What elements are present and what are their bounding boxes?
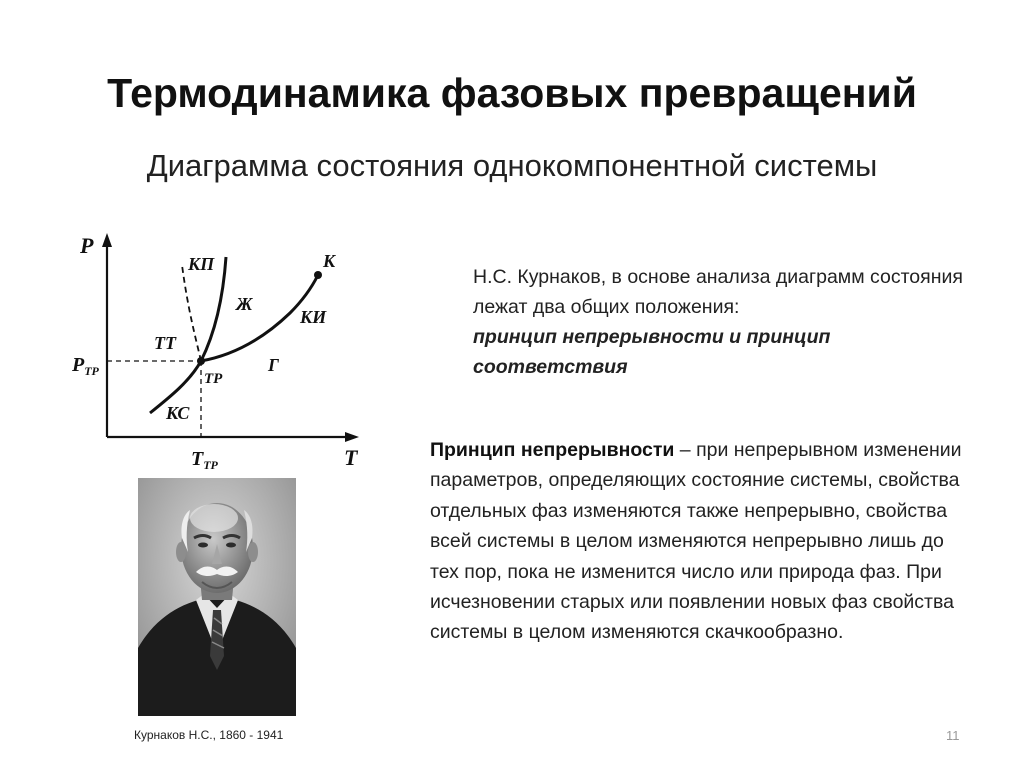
kurnakov-intro xyxy=(473,262,973,382)
portrait-photo xyxy=(138,478,296,716)
axis-y-label: P xyxy=(80,233,94,258)
y-axis-arrow xyxy=(102,233,112,247)
ks-label: КС xyxy=(166,403,190,423)
intro-text: Н.С. Курнаков, в основе анализа диаграмм состояния лежат два общих положения: xyxy=(473,266,963,318)
ki-label: КИ xyxy=(300,307,327,327)
critical-point xyxy=(314,271,322,279)
axis-x-label: T xyxy=(344,445,358,470)
x-axis-arrow xyxy=(345,432,359,442)
continuity-term: Принцип непрерывности xyxy=(430,439,675,461)
phase-diagram xyxy=(60,225,370,470)
triple-point xyxy=(197,357,205,365)
t-tr-label: $T_{ТР}$ xyxy=(191,448,218,470)
liquid-label: Ж xyxy=(236,294,253,314)
k-label: К xyxy=(323,251,336,271)
page-number: 11 xyxy=(946,728,960,743)
slide-title: Термодинамика фазовых превращений xyxy=(107,70,917,116)
solid-label: ТТ xyxy=(154,333,176,353)
metastable-curve xyxy=(182,265,201,361)
continuity-principle xyxy=(430,435,965,648)
portrait-caption: Курнаков Н.С., 1860 - 1941 xyxy=(134,728,284,742)
gas-label: Г xyxy=(268,355,279,375)
kp-label: КП xyxy=(188,254,215,274)
slide-subtitle: Диаграмма состояния однокомпонентной системы xyxy=(146,148,878,183)
principles-text: принцип непрерывности и принцип соответствия xyxy=(473,326,831,378)
p-tr-label: $P_{ТР}$ xyxy=(72,354,99,378)
continuity-body: – при непрерывном изменении параметров, определяющих состояние системы, свойства отдельных фаз изменяются также непрерывно, свойства всей системы в целом изменяются непрерывно лишь до тех пор, пока не изменится число или природа фаз. При исчезновении старых или появлении новых фаз свойства системы в целом изменяются скачкообразно. xyxy=(430,439,962,644)
tr-point-label: ТР xyxy=(204,371,223,387)
